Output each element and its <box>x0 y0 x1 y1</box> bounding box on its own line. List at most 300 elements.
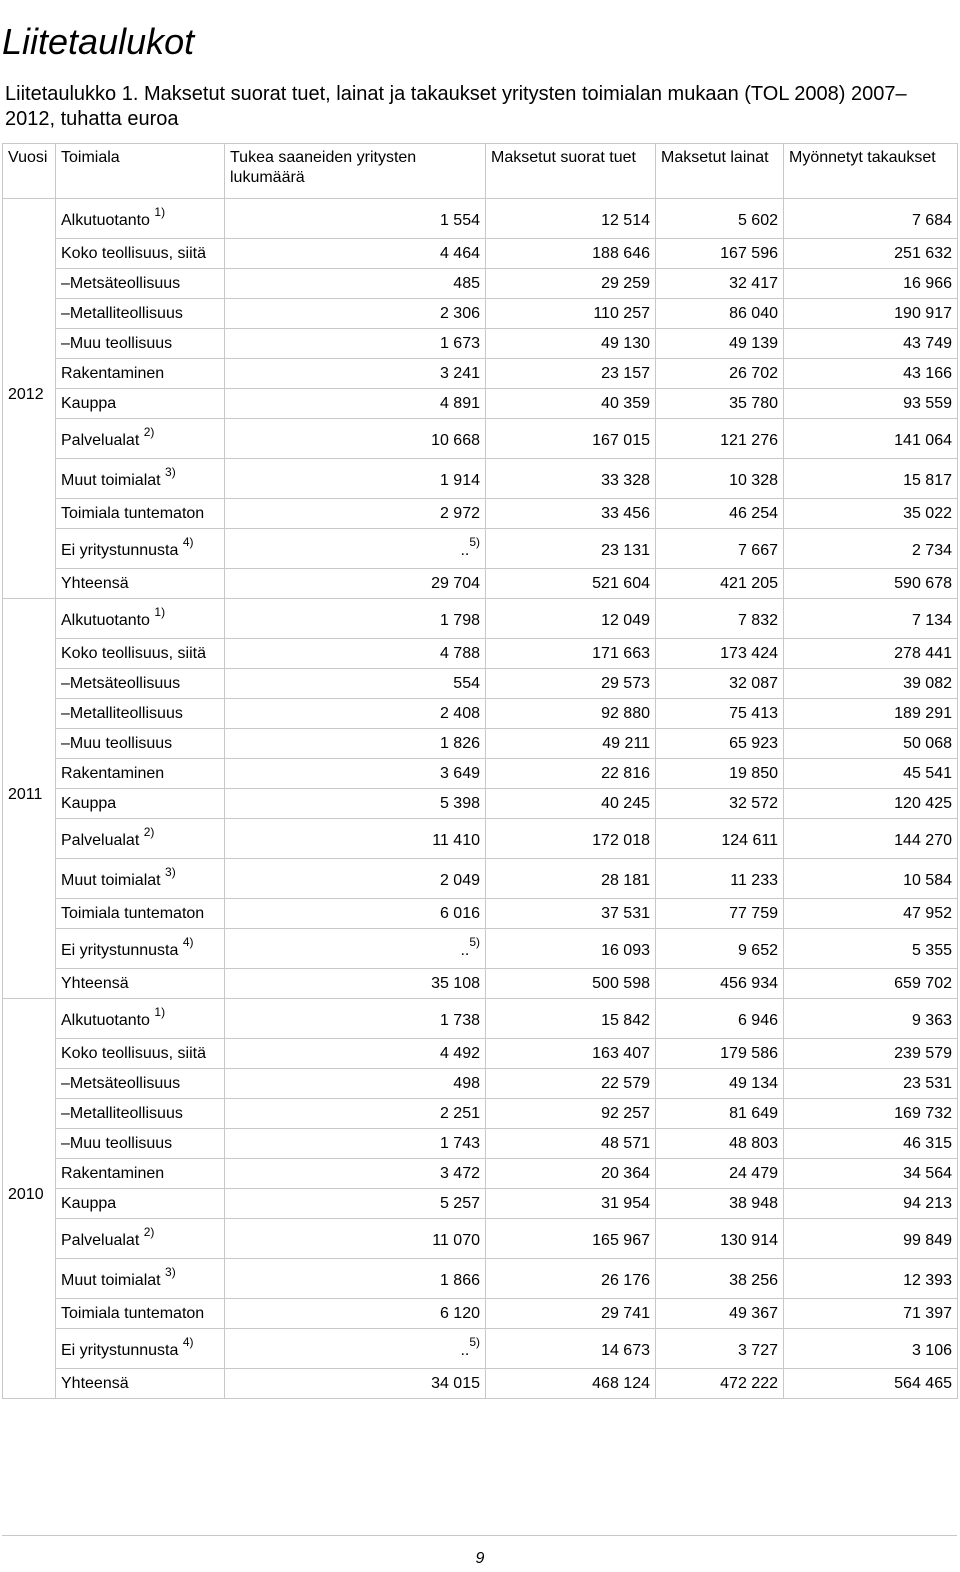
table-row <box>3 299 958 329</box>
footnote-marker: 2) <box>143 1225 155 1240</box>
industry-cell <box>56 1039 225 1069</box>
guarantees-cell: 43 166 <box>784 359 958 389</box>
direct-support-cell: 40 359 <box>486 389 656 419</box>
companies-value: 2 408 <box>439 704 480 722</box>
industry-cell <box>56 529 225 569</box>
direct-support-cell: 188 646 <box>486 239 656 269</box>
industry-cell <box>56 699 225 729</box>
companies-value: 1 738 <box>439 1011 480 1029</box>
table-row <box>3 1129 958 1159</box>
loans-cell: 456 934 <box>656 969 784 999</box>
companies-cell <box>225 329 486 359</box>
header-direct-support: Maksetut suorat tuet <box>486 144 656 199</box>
industry-label: Ei yritystunnusta <box>61 941 179 959</box>
loans-cell: 38 256 <box>656 1259 784 1299</box>
table-row <box>3 239 958 269</box>
table-row <box>3 699 958 729</box>
footnote-marker: 2) <box>143 425 155 440</box>
companies-cell <box>225 419 486 459</box>
companies-value: 29 704 <box>431 574 480 592</box>
loans-cell: 81 649 <box>656 1099 784 1129</box>
loans-cell: 65 923 <box>656 729 784 759</box>
guarantees-cell: 12 393 <box>784 1259 958 1299</box>
table-body <box>3 199 958 1399</box>
loans-cell: 130 914 <box>656 1219 784 1259</box>
guarantees-cell: 5 355 <box>784 929 958 969</box>
year-label: 2011 <box>8 785 43 803</box>
direct-support-cell: 12 049 <box>486 599 656 639</box>
loans-cell: 49 134 <box>656 1069 784 1099</box>
direct-support-cell: 92 257 <box>486 1099 656 1129</box>
direct-support-cell: 521 604 <box>486 569 656 599</box>
companies-value: 1 914 <box>439 471 480 489</box>
industry-label: –Metsäteollisuus <box>61 674 181 692</box>
loans-cell: 179 586 <box>656 1039 784 1069</box>
loans-cell: 48 803 <box>656 1129 784 1159</box>
companies-value: 6 016 <box>439 904 480 922</box>
industry-label: Palvelualat <box>61 431 140 449</box>
industry-cell <box>56 929 225 969</box>
industry-cell <box>56 969 225 999</box>
table-row <box>3 199 958 239</box>
footnote-marker: 1) <box>154 605 166 620</box>
companies-cell <box>225 239 486 269</box>
companies-value: 1 554 <box>439 211 480 229</box>
loans-cell: 121 276 <box>656 419 784 459</box>
industry-label: –Metalliteollisuus <box>61 704 183 722</box>
industry-cell <box>56 419 225 459</box>
table-row <box>3 269 958 299</box>
direct-support-cell: 29 573 <box>486 669 656 699</box>
companies-cell <box>225 639 486 669</box>
companies-value: 1 866 <box>439 1271 480 1289</box>
industry-label: Alkutuotanto <box>61 1011 150 1029</box>
direct-support-cell: 468 124 <box>486 1369 656 1399</box>
loans-cell: 49 367 <box>656 1299 784 1329</box>
table-row <box>3 1099 958 1129</box>
industry-cell <box>56 859 225 899</box>
companies-cell <box>225 1329 486 1369</box>
companies-value: 4 891 <box>439 394 480 412</box>
page-number: 9 <box>475 1550 485 1567</box>
industry-label: Muut toimialat <box>61 871 161 889</box>
table-row <box>3 459 958 499</box>
year-label: 2012 <box>8 385 44 403</box>
year-label: 2010 <box>8 1185 44 1203</box>
footnote-marker: 2) <box>143 825 155 840</box>
table-row <box>3 929 958 969</box>
companies-value: 554 <box>453 674 480 692</box>
industry-cell <box>56 359 225 389</box>
direct-support-cell: 165 967 <box>486 1219 656 1259</box>
guarantees-cell: 190 917 <box>784 299 958 329</box>
table-row <box>3 639 958 669</box>
companies-cell <box>225 1069 486 1099</box>
companies-value: 3 649 <box>439 764 480 782</box>
table-row <box>3 599 958 639</box>
table-row <box>3 1299 958 1329</box>
guarantees-cell: 144 270 <box>784 819 958 859</box>
industry-label: Palvelualat <box>61 831 140 849</box>
loans-cell: 46 254 <box>656 499 784 529</box>
companies-cell <box>225 1039 486 1069</box>
industry-label: –Muu teollisuus <box>61 1134 173 1152</box>
industry-cell <box>56 729 225 759</box>
loans-cell: 7 667 <box>656 529 784 569</box>
industry-label: –Metsäteollisuus <box>61 274 181 292</box>
industry-cell <box>56 1189 225 1219</box>
table-row <box>3 529 958 569</box>
companies-value: 485 <box>453 274 480 292</box>
companies-value: 3 241 <box>439 364 480 382</box>
companies-cell <box>225 969 486 999</box>
footnote-marker: 4) <box>182 1335 194 1350</box>
footnote-marker: 5) <box>469 1335 480 1350</box>
industry-label: –Metalliteollisuus <box>61 1104 183 1122</box>
companies-value: 1 826 <box>439 734 480 752</box>
industry-cell <box>56 1259 225 1299</box>
industry-label: –Metalliteollisuus <box>61 304 183 322</box>
footnote-marker: 5) <box>469 535 480 550</box>
table-row <box>3 969 958 999</box>
industry-label: Toimiala tuntematon <box>61 504 205 522</box>
industry-label: Toimiala tuntematon <box>61 904 205 922</box>
header-loans: Maksetut lainat <box>656 144 784 199</box>
guarantees-cell: 141 064 <box>784 419 958 459</box>
industry-label: Koko teollisuus, siitä <box>61 244 206 262</box>
companies-cell <box>225 1099 486 1129</box>
guarantees-cell: 7 684 <box>784 199 958 239</box>
industry-label: Kauppa <box>61 1194 117 1212</box>
companies-cell <box>225 1219 486 1259</box>
industry-label: Alkutuotanto <box>61 611 150 629</box>
companies-cell <box>225 759 486 789</box>
companies-value: .. <box>460 1341 470 1359</box>
companies-value: 4 492 <box>439 1044 480 1062</box>
industry-cell <box>56 1299 225 1329</box>
direct-support-cell: 40 245 <box>486 789 656 819</box>
guarantees-cell: 189 291 <box>784 699 958 729</box>
table-row <box>3 789 958 819</box>
companies-value: 1 798 <box>439 611 480 629</box>
direct-support-cell: 48 571 <box>486 1129 656 1159</box>
companies-value: 4 464 <box>439 244 480 262</box>
loans-cell: 49 139 <box>656 329 784 359</box>
industry-cell <box>56 789 225 819</box>
loans-cell: 7 832 <box>656 599 784 639</box>
companies-value: .. <box>460 541 470 559</box>
header-companies: Tukea saaneiden yritysten lukumäärä <box>225 144 486 199</box>
table-title: Liitetaulukko 1. Maksetut suorat tuet, lainat ja takaukset yritysten toimialan mukaan (TOL 2008) 2007–2012, tuhatta euroa <box>5 83 907 130</box>
loans-cell: 32 572 <box>656 789 784 819</box>
header-industry: Toimiala <box>56 144 225 199</box>
guarantees-cell: 99 849 <box>784 1219 958 1259</box>
loans-cell: 421 205 <box>656 569 784 599</box>
year-cell <box>3 199 56 599</box>
industry-label: Koko teollisuus, siitä <box>61 644 206 662</box>
guarantees-cell: 71 397 <box>784 1299 958 1329</box>
companies-cell <box>225 999 486 1039</box>
table-row <box>3 1369 958 1399</box>
guarantees-cell: 251 632 <box>784 239 958 269</box>
direct-support-cell: 12 514 <box>486 199 656 239</box>
guarantees-cell: 15 817 <box>784 459 958 499</box>
loans-cell: 24 479 <box>656 1159 784 1189</box>
direct-support-cell: 92 880 <box>486 699 656 729</box>
footnote-marker: 3) <box>165 1265 176 1280</box>
direct-support-cell: 49 211 <box>486 729 656 759</box>
industry-cell <box>56 639 225 669</box>
guarantees-cell: 94 213 <box>784 1189 958 1219</box>
industry-cell <box>56 1099 225 1129</box>
companies-cell <box>225 699 486 729</box>
industry-cell <box>56 1219 225 1259</box>
guarantees-cell: 2 734 <box>784 529 958 569</box>
companies-cell <box>225 529 486 569</box>
companies-value: 34 015 <box>431 1374 480 1392</box>
companies-cell <box>225 789 486 819</box>
industry-cell <box>56 819 225 859</box>
guarantees-cell: 239 579 <box>784 1039 958 1069</box>
direct-support-cell: 16 093 <box>486 929 656 969</box>
guarantees-cell: 3 106 <box>784 1329 958 1369</box>
direct-support-cell: 26 176 <box>486 1259 656 1299</box>
table-row <box>3 1159 958 1189</box>
guarantees-cell: 47 952 <box>784 899 958 929</box>
companies-value: 2 972 <box>439 504 480 522</box>
industry-label: Yhteensä <box>61 574 129 592</box>
industry-cell <box>56 389 225 419</box>
industry-cell <box>56 1329 225 1369</box>
guarantees-cell: 50 068 <box>784 729 958 759</box>
header-row <box>3 144 958 199</box>
loans-cell: 124 611 <box>656 819 784 859</box>
industry-label: Rakentaminen <box>61 364 165 382</box>
companies-value: 35 108 <box>431 974 480 992</box>
table-row <box>3 1069 958 1099</box>
industry-cell <box>56 499 225 529</box>
loans-cell: 10 328 <box>656 459 784 499</box>
industry-cell <box>56 1369 225 1399</box>
table-row <box>3 1189 958 1219</box>
industry-cell <box>56 669 225 699</box>
loans-cell: 11 233 <box>656 859 784 899</box>
industry-label: Ei yritystunnusta <box>61 541 179 559</box>
companies-cell <box>225 859 486 899</box>
direct-support-cell: 15 842 <box>486 999 656 1039</box>
footer-divider <box>2 1535 957 1536</box>
direct-support-cell: 23 131 <box>486 529 656 569</box>
industry-label: Koko teollisuus, siitä <box>61 1044 206 1062</box>
companies-value: 1 673 <box>439 334 480 352</box>
direct-support-cell: 49 130 <box>486 329 656 359</box>
loans-cell: 86 040 <box>656 299 784 329</box>
industry-label: Yhteensä <box>61 974 129 992</box>
direct-support-cell: 31 954 <box>486 1189 656 1219</box>
companies-cell <box>225 669 486 699</box>
table-row <box>3 569 958 599</box>
header-year: Vuosi <box>3 144 56 199</box>
loans-cell: 38 948 <box>656 1189 784 1219</box>
companies-cell <box>225 359 486 389</box>
industry-cell <box>56 1129 225 1159</box>
footnote-marker: 1) <box>154 1005 166 1020</box>
footnote-marker: 3) <box>165 465 176 480</box>
companies-value: 2 049 <box>439 871 480 889</box>
companies-value: 2 306 <box>439 304 480 322</box>
companies-value: 11 070 <box>432 1231 480 1249</box>
footnote-marker: 4) <box>182 535 194 550</box>
direct-support-cell: 110 257 <box>486 299 656 329</box>
loans-cell: 6 946 <box>656 999 784 1039</box>
table-row <box>3 669 958 699</box>
companies-cell <box>225 929 486 969</box>
table-row <box>3 1259 958 1299</box>
direct-support-cell: 20 364 <box>486 1159 656 1189</box>
industry-cell <box>56 299 225 329</box>
industry-cell <box>56 599 225 639</box>
industry-cell <box>56 269 225 299</box>
industry-cell <box>56 999 225 1039</box>
direct-support-cell: 172 018 <box>486 819 656 859</box>
industry-cell <box>56 239 225 269</box>
loans-cell: 26 702 <box>656 359 784 389</box>
guarantees-cell: 278 441 <box>784 639 958 669</box>
table-row <box>3 999 958 1039</box>
industry-label: –Muu teollisuus <box>61 734 173 752</box>
industry-label: Toimiala tuntematon <box>61 1304 205 1322</box>
table-row <box>3 359 958 389</box>
companies-cell <box>225 1369 486 1399</box>
companies-value: 10 668 <box>431 431 480 449</box>
companies-cell <box>225 899 486 929</box>
loans-cell: 167 596 <box>656 239 784 269</box>
table-row <box>3 419 958 459</box>
direct-support-cell: 22 579 <box>486 1069 656 1099</box>
guarantees-cell: 10 584 <box>784 859 958 899</box>
industry-label: Palvelualat <box>61 1231 140 1249</box>
industry-label: –Metsäteollisuus <box>61 1074 181 1092</box>
industry-label: Kauppa <box>61 394 117 412</box>
table-row <box>3 389 958 419</box>
loans-cell: 35 780 <box>656 389 784 419</box>
year-cell <box>3 999 56 1399</box>
loans-cell: 32 417 <box>656 269 784 299</box>
table-row <box>3 819 958 859</box>
footnote-marker: 4) <box>182 935 194 950</box>
direct-support-cell: 28 181 <box>486 859 656 899</box>
companies-value: 4 788 <box>439 644 480 662</box>
companies-cell <box>225 499 486 529</box>
loans-cell: 77 759 <box>656 899 784 929</box>
industry-label: Yhteensä <box>61 1374 129 1392</box>
guarantees-cell: 46 315 <box>784 1129 958 1159</box>
table-row <box>3 499 958 529</box>
guarantees-cell: 564 465 <box>784 1369 958 1399</box>
guarantees-cell: 43 749 <box>784 329 958 359</box>
table-row <box>3 1329 958 1369</box>
direct-support-cell: 37 531 <box>486 899 656 929</box>
direct-support-cell: 33 456 <box>486 499 656 529</box>
industry-cell <box>56 569 225 599</box>
table-row <box>3 859 958 899</box>
guarantees-cell: 659 702 <box>784 969 958 999</box>
guarantees-cell: 39 082 <box>784 669 958 699</box>
loans-cell: 173 424 <box>656 639 784 669</box>
guarantees-cell: 169 732 <box>784 1099 958 1129</box>
companies-cell <box>225 1159 486 1189</box>
industry-cell <box>56 1159 225 1189</box>
loans-cell: 3 727 <box>656 1329 784 1369</box>
companies-cell <box>225 1189 486 1219</box>
companies-cell <box>225 1259 486 1299</box>
table-row <box>3 1039 958 1069</box>
companies-cell <box>225 569 486 599</box>
loans-cell: 19 850 <box>656 759 784 789</box>
guarantees-cell: 93 559 <box>784 389 958 419</box>
year-cell <box>3 599 56 999</box>
companies-cell <box>225 819 486 859</box>
guarantees-cell: 7 134 <box>784 599 958 639</box>
industry-label: –Muu teollisuus <box>61 334 173 352</box>
companies-value: 5 398 <box>439 794 480 812</box>
guarantees-cell: 16 966 <box>784 269 958 299</box>
companies-value: 5 257 <box>439 1194 480 1212</box>
direct-support-cell: 171 663 <box>486 639 656 669</box>
industry-cell <box>56 459 225 499</box>
guarantees-cell: 23 531 <box>784 1069 958 1099</box>
companies-cell <box>225 269 486 299</box>
loans-cell: 472 222 <box>656 1369 784 1399</box>
guarantees-cell: 35 022 <box>784 499 958 529</box>
companies-value: 3 472 <box>439 1164 480 1182</box>
table-row <box>3 1219 958 1259</box>
companies-value: 6 120 <box>439 1304 480 1322</box>
companies-value: 2 251 <box>439 1104 480 1122</box>
companies-value: 1 743 <box>439 1134 480 1152</box>
companies-cell <box>225 729 486 759</box>
guarantees-cell: 45 541 <box>784 759 958 789</box>
industry-label: Muut toimialat <box>61 471 161 489</box>
industry-label: Rakentaminen <box>61 764 165 782</box>
direct-support-cell: 29 259 <box>486 269 656 299</box>
table-row <box>3 759 958 789</box>
direct-support-cell: 500 598 <box>486 969 656 999</box>
footnote-marker: 1) <box>154 205 166 220</box>
companies-cell <box>225 599 486 639</box>
industry-cell <box>56 899 225 929</box>
industry-cell <box>56 329 225 359</box>
industry-label: Muut toimialat <box>61 1271 161 1289</box>
companies-value: 11 410 <box>432 831 480 849</box>
companies-cell <box>225 1299 486 1329</box>
header-guarantees: Myönnetyt takaukset <box>784 144 958 199</box>
guarantees-cell: 9 363 <box>784 999 958 1039</box>
companies-cell <box>225 1129 486 1159</box>
industry-label: Alkutuotanto <box>61 211 150 229</box>
direct-support-cell: 29 741 <box>486 1299 656 1329</box>
direct-support-cell: 14 673 <box>486 1329 656 1369</box>
loans-cell: 75 413 <box>656 699 784 729</box>
loans-cell: 5 602 <box>656 199 784 239</box>
direct-support-cell: 22 816 <box>486 759 656 789</box>
direct-support-cell: 33 328 <box>486 459 656 499</box>
companies-cell <box>225 199 486 239</box>
guarantees-cell: 590 678 <box>784 569 958 599</box>
loans-cell: 9 652 <box>656 929 784 969</box>
industry-label: Kauppa <box>61 794 117 812</box>
table-row <box>3 729 958 759</box>
